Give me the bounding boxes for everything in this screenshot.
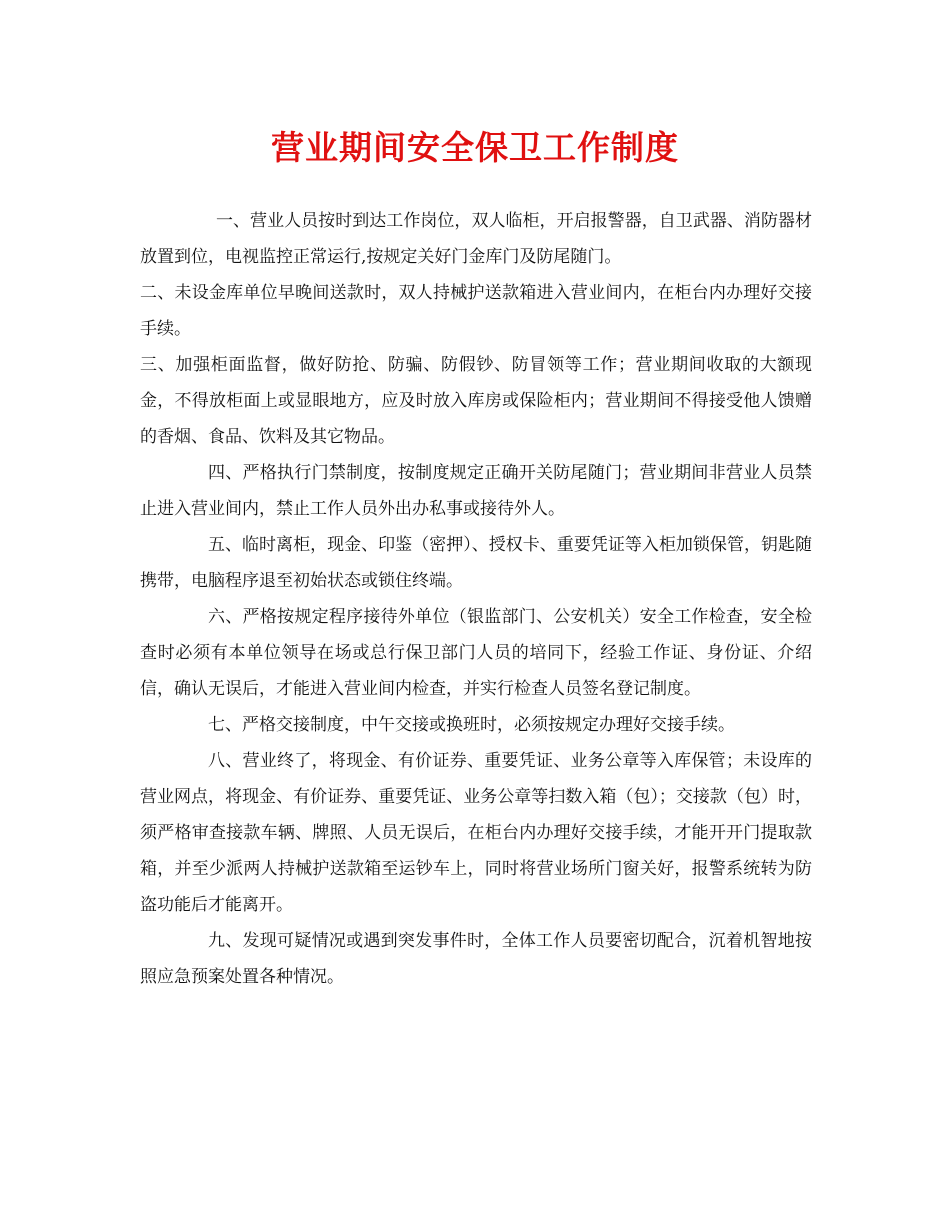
paragraph-5: 五、临时离柜，现金、印鉴（密押）、授权卡、重要凭证等入柜加锁保管，钥匙随携带，电脑程序退至初始状态或锁住终端。 — [140, 535, 812, 591]
paragraph-2: 二、未设金库单位早晚间送款时，双人持械护送款箱进入营业间内，在柜台内办理好交接手续。 — [140, 283, 812, 339]
paragraph-3: 三、加强柜面监督，做好防抢、防骗、防假钞、防冒领等工作；营业期间收取的大额现金，不得放柜面上或显眼地方，应及时放入库房或保险柜内；营业期间不得接受他人馈赠的香烟、食品、饮料及其它物品。 — [140, 355, 812, 447]
paragraph-6: 六、严格按规定程序接待外单位（银监部门、公安机关）安全工作检查，安全检查时必须有本单位领导在场或总行保卫部门人员的培同下，经验工作证、身份证、介绍信，确认无误后，才能进入营业间内检查，并实行检查人员签名登记制度。 — [140, 607, 812, 699]
paragraph-8: 八、营业终了，将现金、有价证券、重要凭证、业务公章等入库保管；未设库的营业网点，将现金、有价证券、重要凭证、业务公章等扫数入箱（包）；交接款（包）时，须严格审查接款车辆、牌照、人员无误后，在柜台内办理好交接手续，才能开开门提取款箱，并至少派两人持械护送款箱至运钞车上，同时将营业场所门窗关好，报警系统转为防盗功能后才能离开。 — [140, 751, 812, 915]
document-title: 营业期间安全保卫工作制度 — [271, 128, 679, 167]
paragraph-7: 七、严格交接制度，中午交接或换班时，必须按规定办理好交接手续。 — [208, 715, 735, 735]
paragraph-9: 九、发现可疑情况或遇到突发事件时，全体工作人员要密切配合，沉着机智地按照应急预案处置各种情况。 — [140, 931, 812, 987]
paragraph-1: 一、营业人员按时到达工作岗位，双人临柜，开启报警器，自卫武器、消防器材放置到位，电视监控正常运行,按规定关好门金库门及防尾随门。 — [140, 211, 812, 267]
paragraph-4: 四、严格执行门禁制度，按制度规定正确开关防尾随门；营业期间非营业人员禁止进入营业间内，禁止工作人员外出办私事或接待外人。 — [140, 463, 812, 519]
document-body — [140, 203, 812, 995]
